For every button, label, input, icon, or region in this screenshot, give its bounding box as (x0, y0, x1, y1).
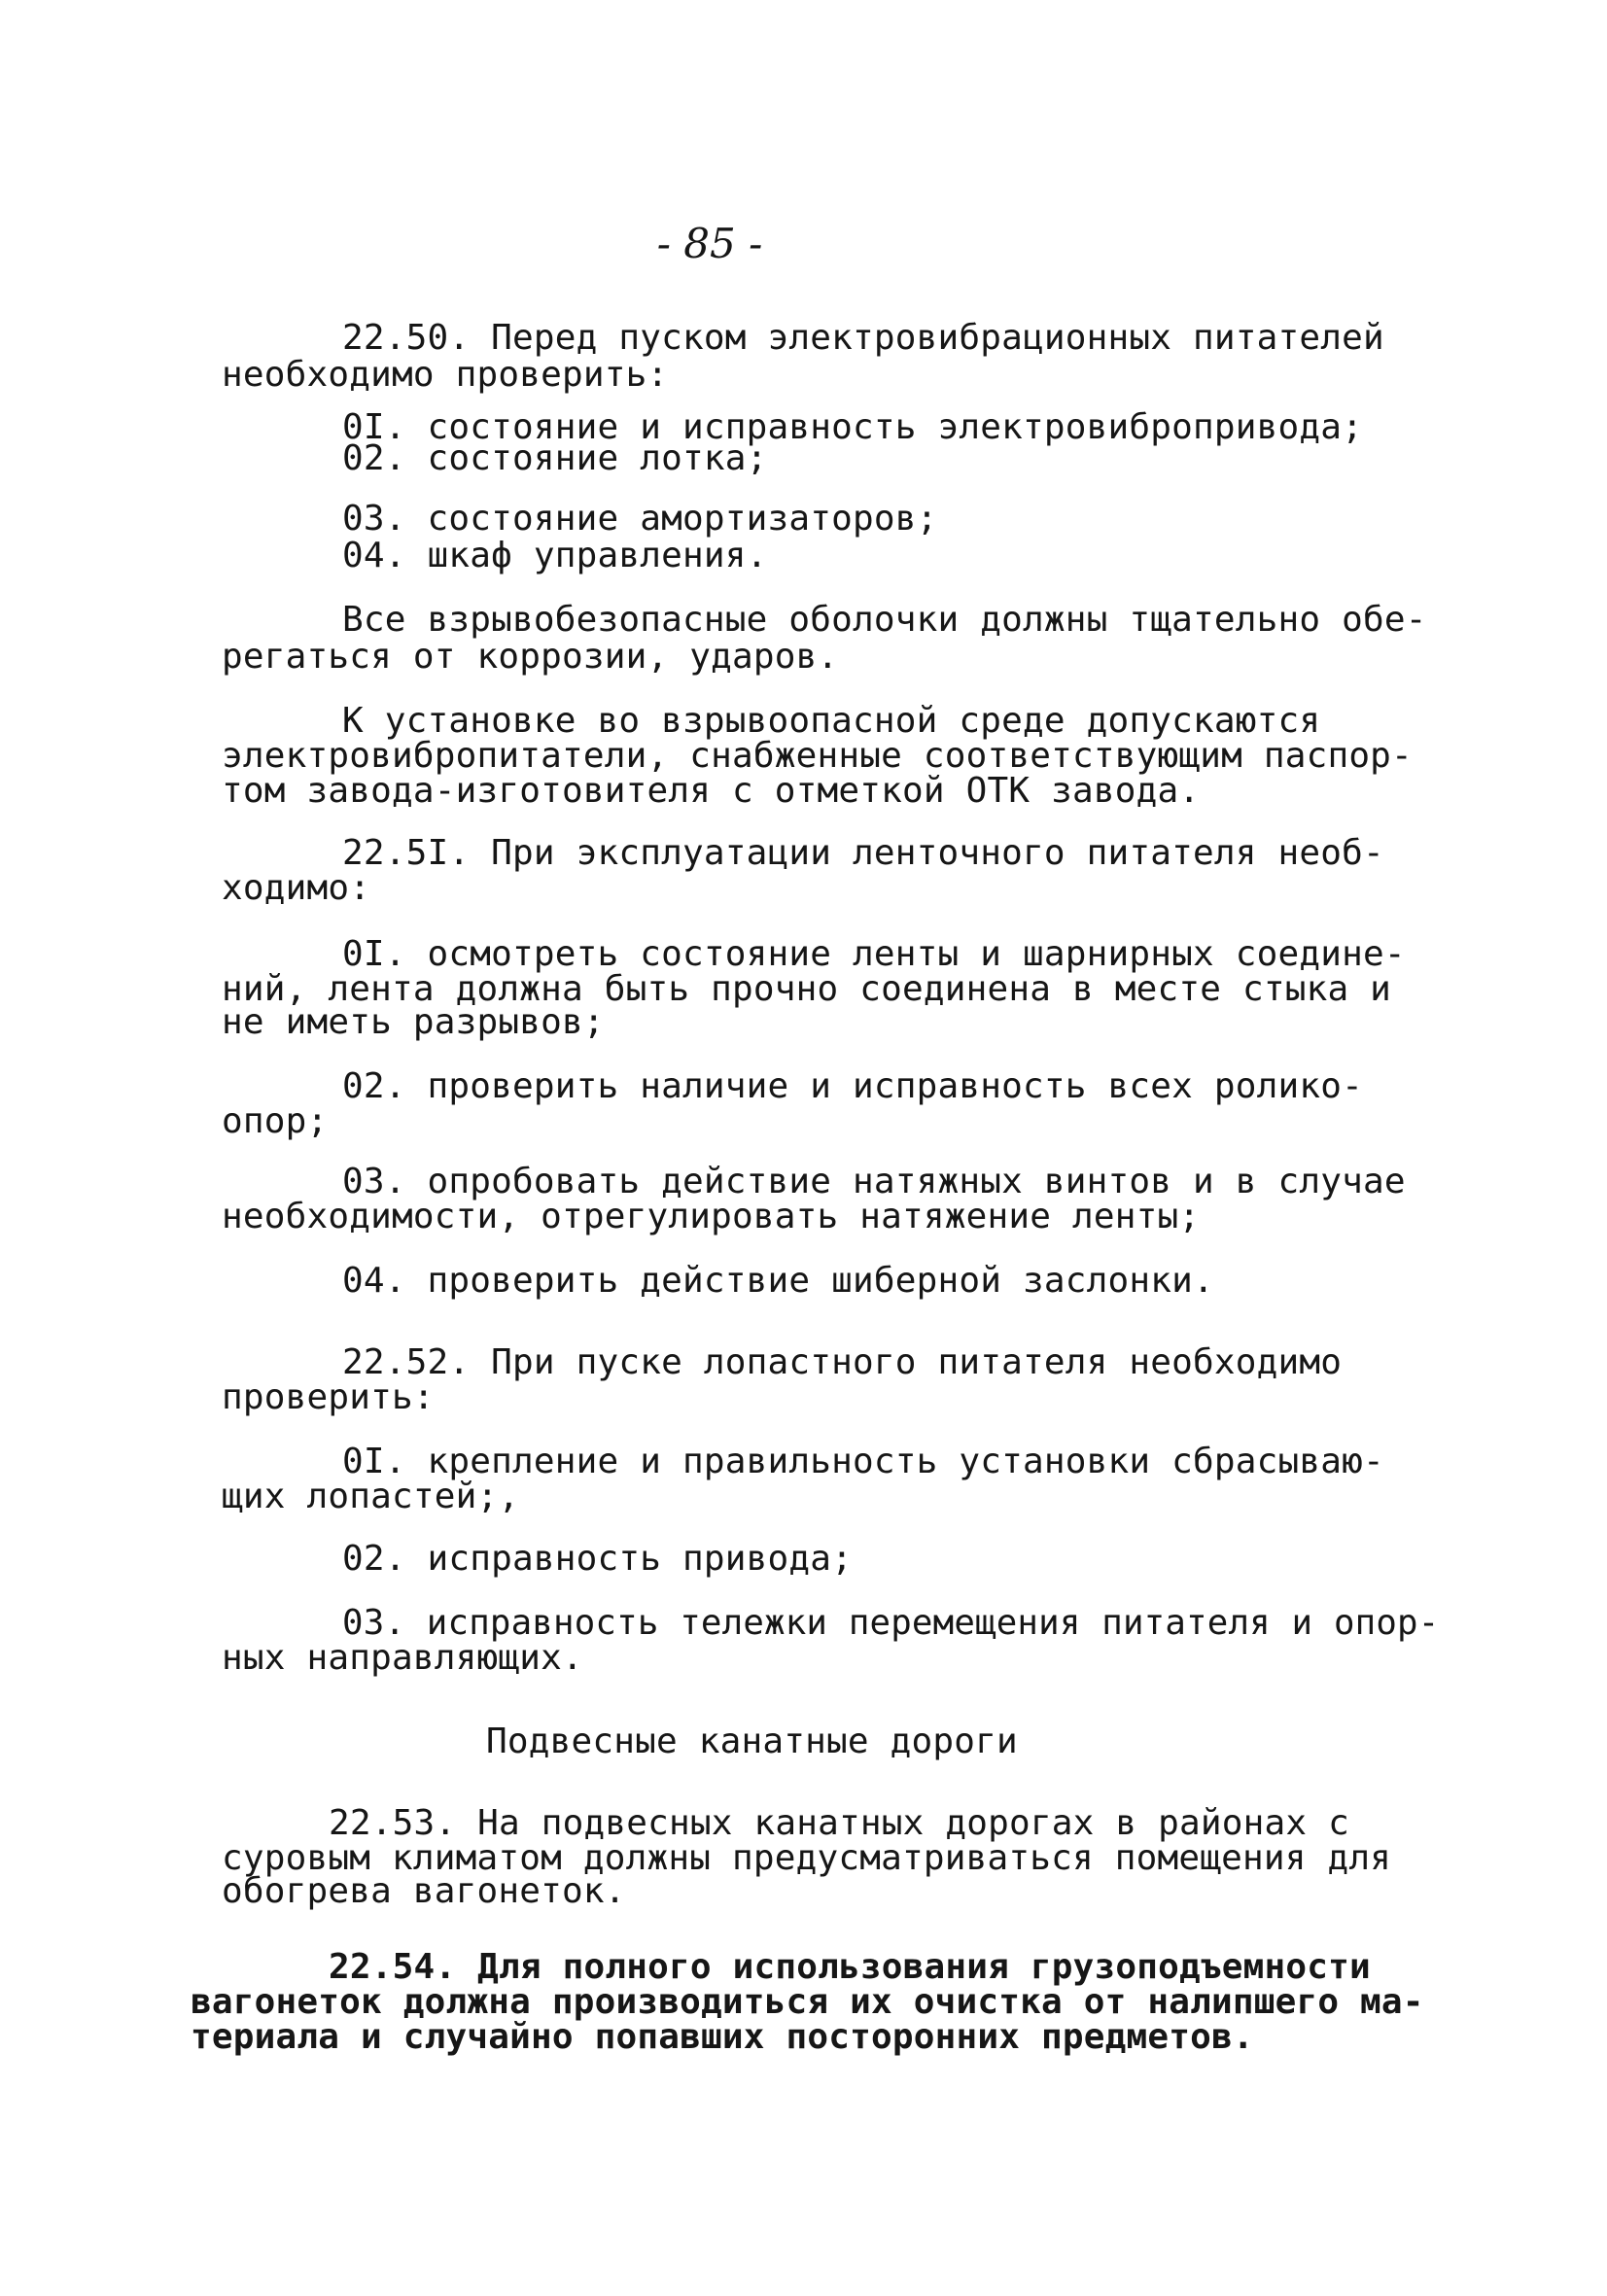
text-line: 0I. крепление и правильность установки сбрасываю- (342, 1442, 1384, 1481)
text-line: 0I. состояние и исправность электровибропривода; (342, 407, 1363, 447)
text-line: К установке во взрывоопасной среде допускаются (342, 701, 1321, 741)
text-line: том завода-изготовителя с отметкой ОТК завода. (222, 771, 1201, 811)
text-line: 22.5I. При эксплуатации ленточного питателя необ- (342, 833, 1384, 873)
text-line: 22.52. При пуске лопастного питателя необходимо (342, 1342, 1343, 1382)
text-line: обогрева вагонеток. (222, 1871, 626, 1911)
text-line: 03. состояние амортизаторов; (342, 499, 938, 539)
text-line: 02. исправность привода; (342, 1539, 853, 1579)
text-line: не иметь разрывов; (222, 1002, 605, 1042)
text-line: 03. опробовать действие натяжных винтов и в случае (342, 1162, 1406, 1201)
text-line: 0I. осмотреть состояние ленты и шарнирных соедине- (342, 934, 1406, 974)
text-line: Все взрывобезопасные оболочки должны тщательно обе- (342, 600, 1427, 640)
text-line: ных направляющих. (222, 1638, 583, 1678)
text-line: 03. исправность тележки перемещения питателя и опор- (342, 1603, 1440, 1643)
page-number: - 85 - (656, 220, 763, 267)
text-line: 04. шкаф управления. (342, 536, 768, 575)
text-line: ходимо: (222, 868, 371, 908)
text-line: 22.54. Для полного использования грузоподъемности (329, 1947, 1371, 1987)
text-line: 22.50. Перед пуском электровибрационных питателей (342, 318, 1384, 358)
text-line: опор; (222, 1101, 329, 1141)
text-line: необходимо проверить: (222, 355, 669, 395)
text-line: 22.53. На подвесных канатных дорогах в районах с (329, 1803, 1349, 1843)
text-line: суровым климатом должны предусматриваться помещения для (222, 1838, 1392, 1878)
text-line: проверить: (222, 1377, 435, 1417)
text-line: 04. проверить действие шиберной заслонки. (342, 1261, 1214, 1301)
text-line: 02. проверить наличие и исправность всех ролико- (342, 1066, 1363, 1106)
text-line: териала и случайно попавших посторонних предметов. (191, 2017, 1254, 2057)
text-line: электровибропитатели, снабженные соответствующим паспор- (222, 736, 1413, 776)
text-line: щих лопастей;, (222, 1477, 520, 1516)
text-line: необходимости, отрегулировать натяжение ленты; (222, 1197, 1201, 1236)
section-heading: Подвесные канатные дороги (486, 1722, 1018, 1761)
text-line: вагонеток должна производиться их очистка от налипшего ма- (191, 1982, 1424, 2022)
text-line: ний, лента должна быть прочно соединена в месте стыка и (222, 969, 1392, 1009)
text-line: 02. состояние лотка; (342, 438, 768, 478)
text-line: регаться от коррозии, ударов. (222, 637, 839, 677)
